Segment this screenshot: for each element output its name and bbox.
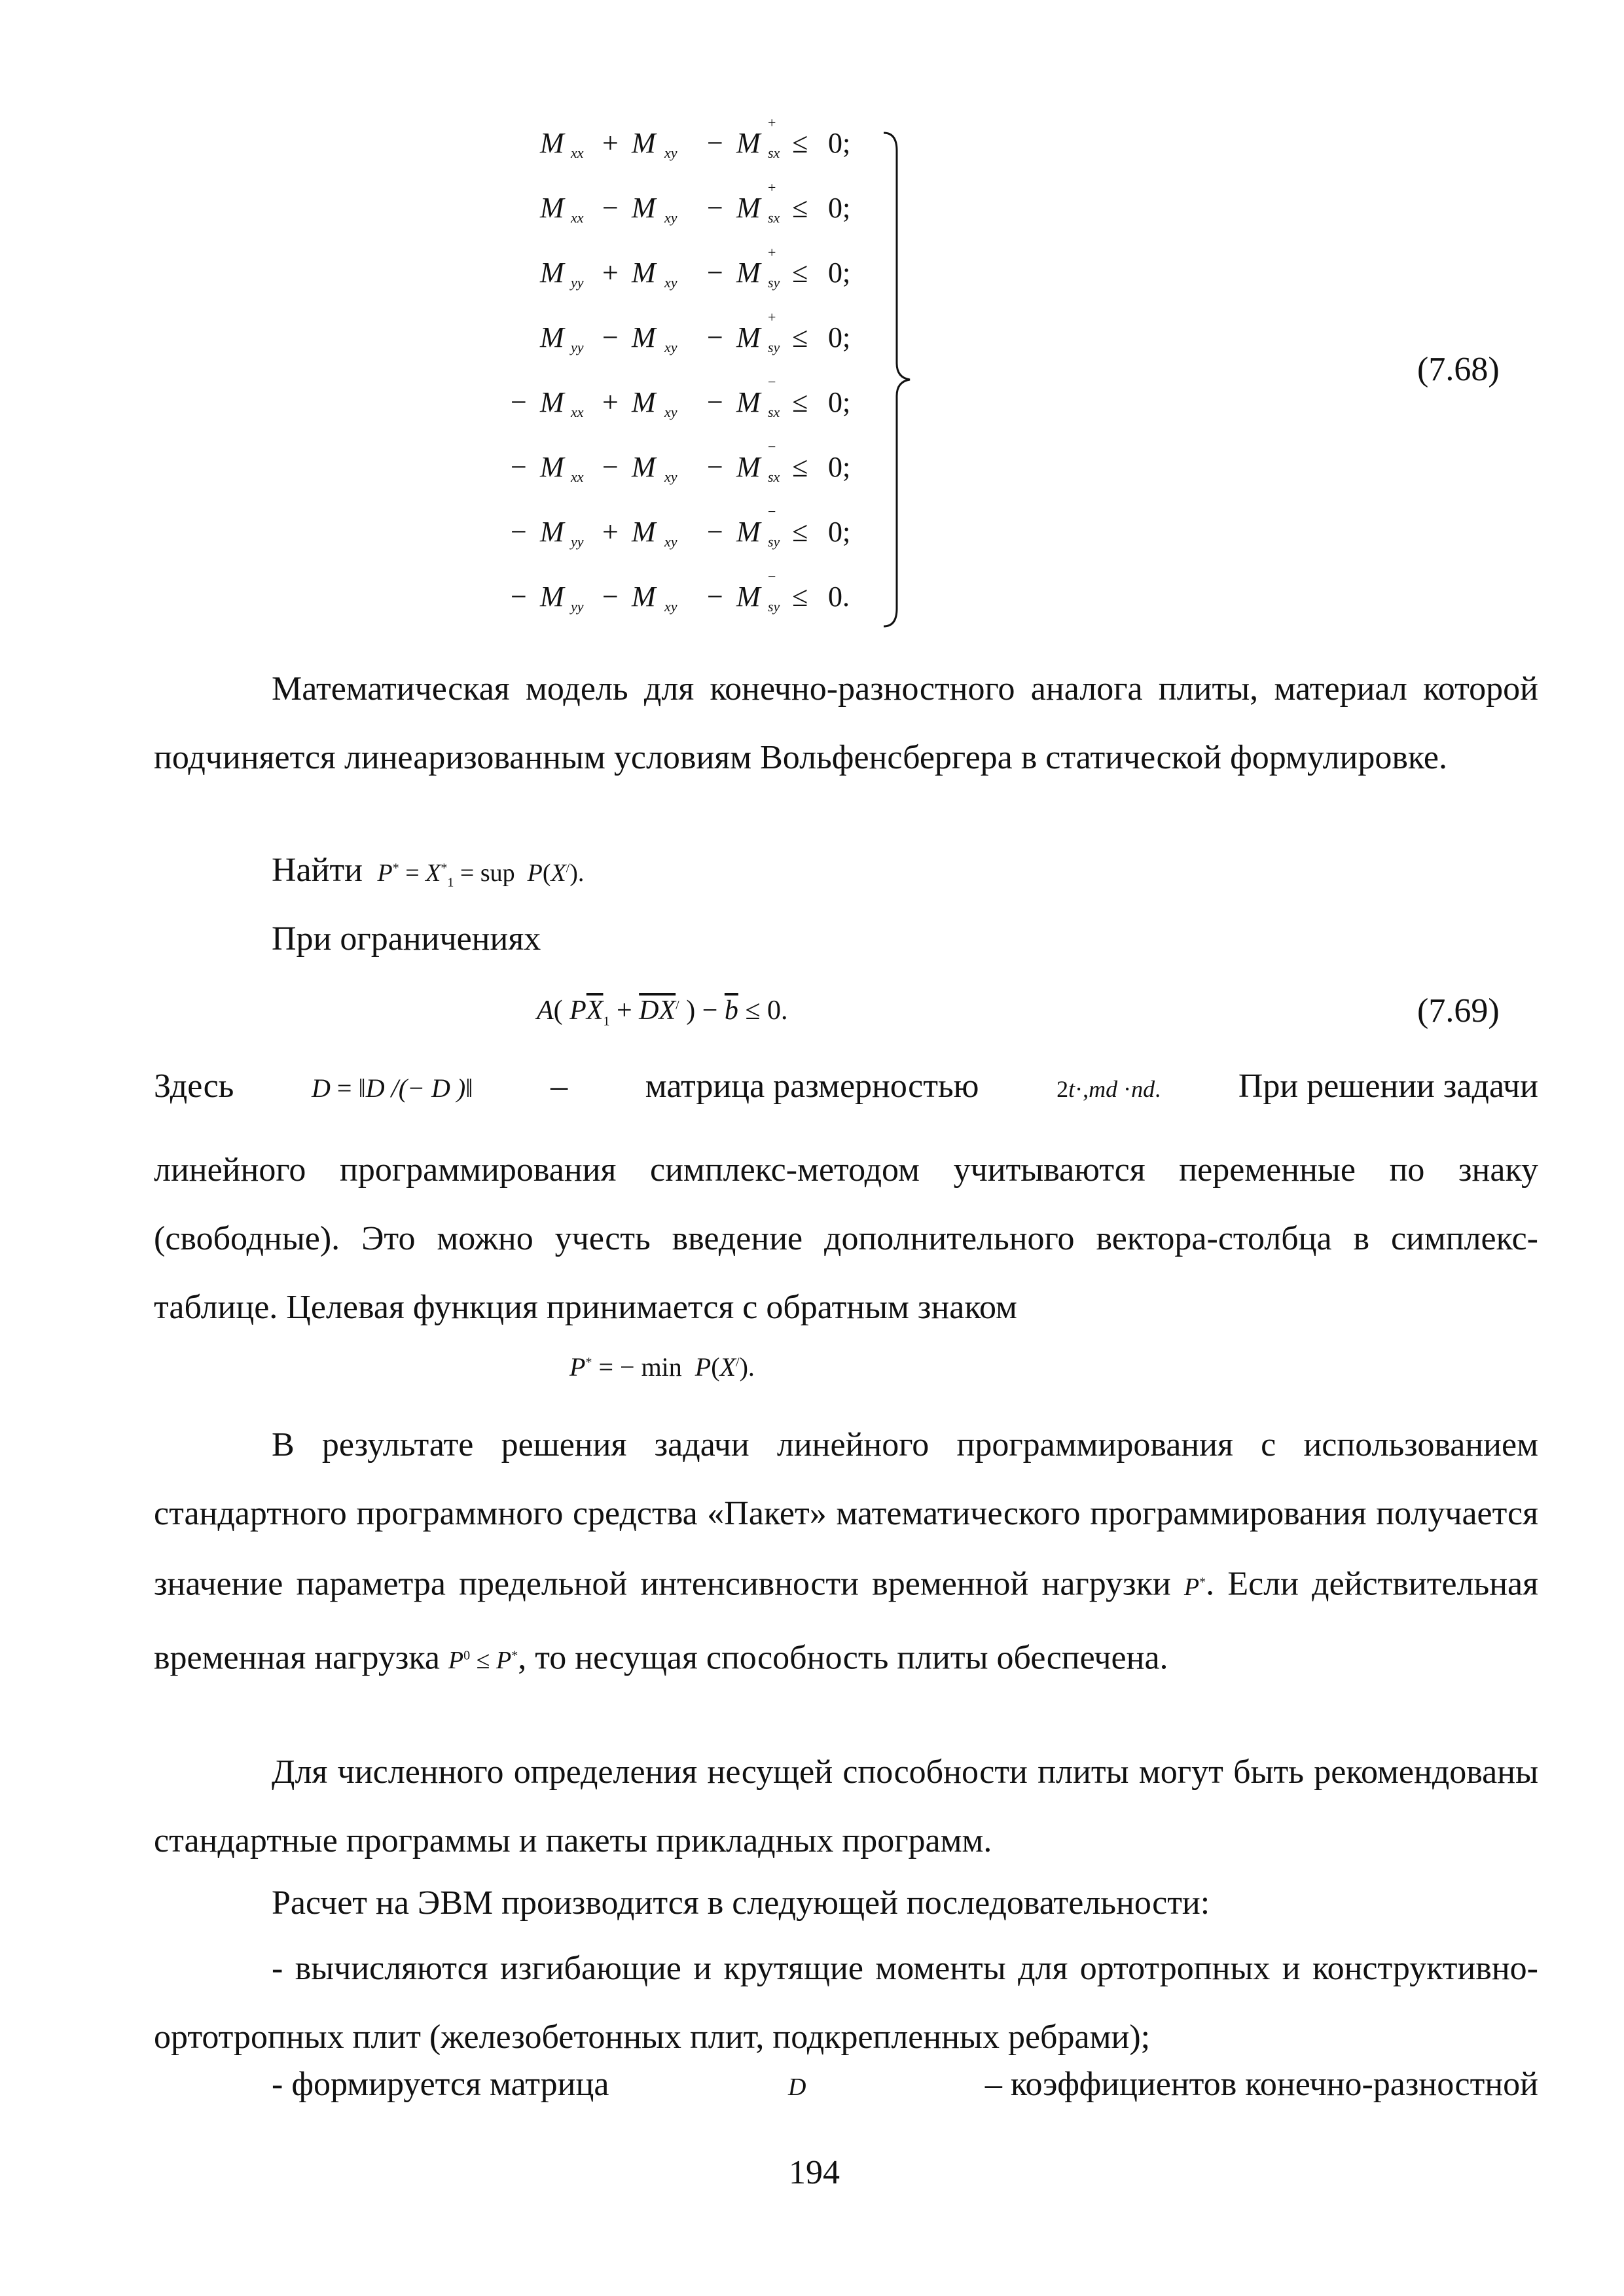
paragraph-computation: Расчет на ЭВМ производится в следующей последовательности:	[272, 1884, 1210, 1922]
page-number: 194	[789, 2154, 840, 2191]
paragraph-result: В результате решения задачи линейного программирования с использованием стандартного программного средства «Пакет» математического программирования получается значение параметра предельной интенсивности временной нагрузки P*. Если действительная временная нагрузка $P^0 \le P^*$, то несущая способность плиты обеспечена.	[154, 1426, 1539, 1677]
list-item-moments: - вычисляются изгибающие и крутящие моменты для ортотропных и конструктивно-ортотропных плит (железобетонных плит, подкрепленных ребрами);	[154, 1950, 1538, 2056]
load-condition: $P^0 \le P^*$	[448, 1647, 518, 1675]
paragraph-simplex: линейного программирования симплекс-методом учитываются переменные по знаку (свободные). Это можно учесть введение дополнительного вектора-столбца в симплекс-таблице. Целевая функция принимается с обратным знаком	[154, 1151, 1538, 1326]
constraint-row: − M yy − M xy − M − sy ≤ 0.	[511, 568, 850, 615]
paragraph-model-description: Математическая модель для конечно-разностного аналога плиты, материал которой подчиняется линеаризованным условиям Вольфенсбергера в статической формулировке.	[154, 670, 1538, 776]
constraint-row: − M yy + M xy − M − sy ≤ 0;	[511, 503, 851, 550]
constraint-row: M yy + M xy − M + sy ≤ 0;	[540, 244, 851, 291]
d-tilde-definition: D = ‖D /(− D )‖	[312, 1073, 473, 1103]
constraint-row: − M xx + M xy − M − sx ≤ 0;	[511, 374, 851, 420]
constraint-row: − M xx − M xy − M − sx ≤ 0;	[511, 439, 851, 485]
find-formula: $P^* = X^*_1$ = sup P(X/).	[377, 859, 585, 890]
right-brace	[877, 121, 916, 638]
constraint-formula-7-69: A( $P\overline{X}_1 + \overline{D}\overline{X}^/$ ) − $\overline{b} \le 0$.	[537, 996, 788, 1029]
constraint-row: M yy − M xy − M + sy ≤ 0;	[540, 309, 851, 355]
objective-formula: P* = − min P(X/).	[569, 1352, 755, 1382]
find-line	[272, 851, 584, 891]
here-line: Здесь D = ‖D /(− D )‖ – матрица размерностью 2t·,md ·nd. При решении задачи	[154, 1067, 1538, 1105]
find-label: Найти	[272, 852, 363, 889]
constraint-row: M xx − M xy − M + sx ≤ 0;	[540, 179, 851, 226]
equation-number-7-69: (7.69)	[1417, 992, 1500, 1030]
constraints-label: При ограничениях	[272, 920, 541, 958]
equation-number-7-68: (7.68)	[1417, 351, 1500, 388]
matrix-d: D	[787, 2073, 806, 2101]
paragraph-numerical: Для численного определения несущей способности плиты могут быть рекомендованы стандартные программы и пакеты прикладных программ.	[154, 1753, 1538, 1859]
constraint-system	[511, 115, 903, 638]
list-item-matrix: - формируется матрица D – коэффициентов конечно-разностной	[272, 2066, 1538, 2103]
constraint-row: M xx + M xy − M + sx ≤ 0;	[540, 115, 851, 161]
dimension-formula: 2t·,md ·nd.	[1056, 1076, 1161, 1102]
d-tilde: $\overline{D}$	[639, 996, 659, 1026]
p-star: P*	[1183, 1573, 1206, 1601]
